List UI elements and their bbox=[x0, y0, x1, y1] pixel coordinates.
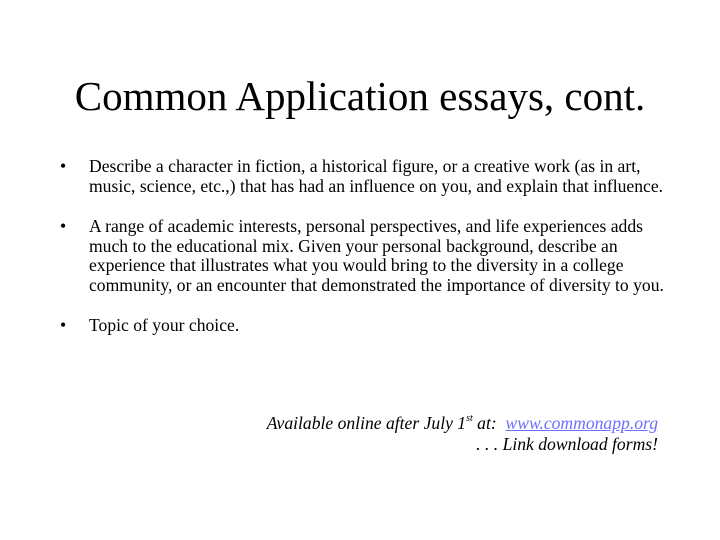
commonapp-link[interactable]: www.commonapp.org bbox=[505, 413, 658, 433]
bullet-item bbox=[60, 157, 685, 196]
slide-title: Common Application essays, cont. bbox=[74, 73, 646, 119]
availability-prefix: Available online after July 1 bbox=[266, 413, 467, 433]
footer-note bbox=[58, 413, 658, 455]
bullet-item bbox=[60, 217, 685, 295]
bullet-text: Topic of your choice. bbox=[89, 315, 240, 335]
download-forms-line: . . . Link download forms! bbox=[476, 434, 658, 454]
availability-line bbox=[58, 413, 658, 434]
bullet-icon: • bbox=[60, 216, 67, 236]
bullet-text: A range of academic interests, personal perspectives, and life experiences adds much to the educational mix. Given your personal background, describe an experience that illustrates what you would bring to the diversity in a college community, or an encounter that demonstrated the importance of diversity to you. bbox=[89, 216, 664, 295]
availability-suffix: at: bbox=[472, 413, 506, 433]
bullet-item bbox=[60, 316, 685, 336]
bullet-icon: • bbox=[60, 315, 67, 335]
bullet-list bbox=[60, 157, 685, 336]
bullet-icon: • bbox=[60, 156, 67, 176]
ordinal-suffix: st bbox=[466, 413, 473, 425]
bullet-text: Describe a character in fiction, a historical figure, or a creative work (as in art, music, science, etc.,) that has had an influence on you, and explain that influence. bbox=[89, 156, 664, 196]
